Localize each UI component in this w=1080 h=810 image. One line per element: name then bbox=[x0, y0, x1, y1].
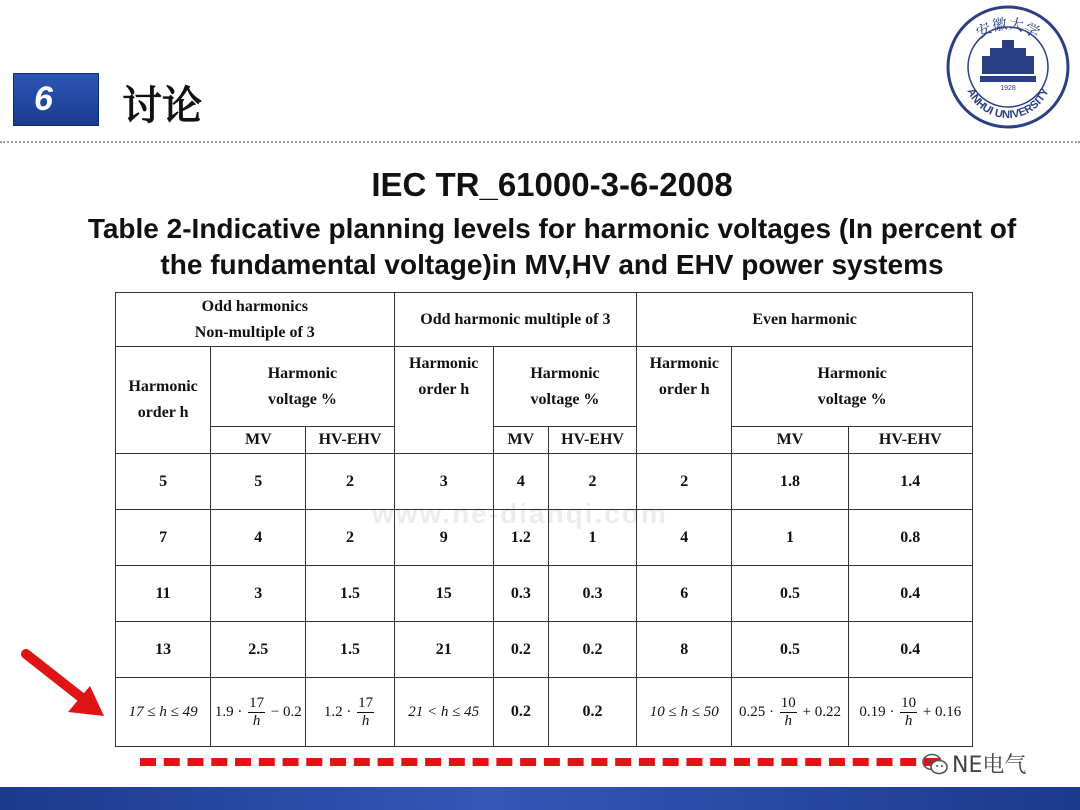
table-row bbox=[116, 566, 973, 622]
table-cell: 0.3 bbox=[493, 566, 548, 622]
table-cell: 2 bbox=[306, 510, 394, 566]
section-number: 6 bbox=[34, 80, 53, 118]
table-cell: 7 bbox=[116, 510, 211, 566]
fraction-numerator: 10 bbox=[901, 694, 917, 711]
wechat-source bbox=[922, 748, 1026, 779]
wechat-label: NE电气 bbox=[952, 753, 1027, 778]
table-cell: 9 bbox=[394, 510, 493, 566]
table-cell: 3 bbox=[211, 566, 306, 622]
table-cell: 2 bbox=[306, 454, 394, 510]
hv-ehv-column-header: HV-EHV bbox=[548, 427, 636, 454]
formula-fraction bbox=[248, 695, 265, 730]
logo-text: ANHUI UNIVERSITY bbox=[964, 86, 1052, 122]
table-cell: 3 bbox=[394, 454, 493, 510]
table-cell: 0.3 bbox=[548, 566, 636, 622]
harmonic-voltage-header: Harmonic voltage % bbox=[493, 347, 636, 427]
table-caption bbox=[40, 211, 1064, 283]
group-odd-header-line1: Odd harmonics bbox=[201, 297, 308, 315]
table-row bbox=[116, 510, 973, 566]
table-cell: 4 bbox=[211, 510, 306, 566]
red-arrow-icon bbox=[20, 646, 110, 718]
table-cell: 1.4 bbox=[848, 454, 972, 510]
table-cell: 0.2 bbox=[548, 622, 636, 678]
hv-ehv-column-header: HV-EHV bbox=[306, 427, 394, 454]
table-cell: 21 bbox=[394, 622, 493, 678]
even-hv-formula bbox=[848, 678, 972, 747]
odd-range-cell: 17 ≤ h ≤ 49 bbox=[116, 678, 211, 747]
odd-mv-formula bbox=[211, 678, 306, 747]
group-odd-nonmultiple-header bbox=[116, 293, 395, 347]
table-cell: 6 bbox=[637, 566, 732, 622]
table-cell: 0.4 bbox=[848, 566, 972, 622]
fraction-numerator: 10 bbox=[780, 694, 796, 711]
even-mv-formula bbox=[732, 678, 848, 747]
table-cell: 11 bbox=[116, 566, 211, 622]
formula-fraction bbox=[900, 695, 917, 730]
table-cell: 13 bbox=[116, 622, 211, 678]
document-title: IEC TR_61000-3-6-2008 bbox=[371, 166, 733, 203]
harmonic-planning-table bbox=[115, 292, 973, 747]
table-cell: 0.4 bbox=[848, 622, 972, 678]
table-cell: 2 bbox=[548, 454, 636, 510]
table-cell: 1.5 bbox=[306, 566, 394, 622]
formula-coef: 0.25 · bbox=[739, 703, 774, 720]
formula-fraction bbox=[357, 695, 374, 730]
mv-column-header: MV bbox=[211, 427, 306, 454]
section-number-badge bbox=[13, 73, 99, 126]
watermark: www.ne-dianqi.com bbox=[372, 498, 668, 529]
multiple-mv-value: 0.2 bbox=[493, 678, 548, 747]
fraction-denominator: h bbox=[361, 712, 370, 729]
fraction-numerator: 17 bbox=[358, 694, 374, 711]
header-divider bbox=[0, 141, 1080, 143]
fraction-denominator: h bbox=[904, 712, 913, 729]
logo-year: 1928 bbox=[1000, 85, 1016, 92]
multiple-range-cell: 21 < h ≤ 45 bbox=[394, 678, 493, 747]
footer-bar bbox=[0, 787, 1080, 810]
harmonic-order-header: Harmonic order h bbox=[637, 347, 732, 454]
even-range-cell: 10 ≤ h ≤ 50 bbox=[637, 678, 732, 747]
table-cell: 5 bbox=[116, 454, 211, 510]
table-caption-line1: Table 2-Indicative planning levels for harmonic voltages (In percent of bbox=[87, 213, 1017, 244]
section-title: 讨论 bbox=[122, 83, 202, 129]
mv-column-header: MV bbox=[493, 427, 548, 454]
harmonic-voltage-header: Harmonic voltage % bbox=[732, 347, 973, 427]
formula-row bbox=[116, 678, 973, 747]
table-cell: 1 bbox=[732, 510, 848, 566]
fraction-denominator: h bbox=[784, 712, 792, 729]
table-row bbox=[116, 622, 973, 678]
odd-hv-formula bbox=[306, 678, 394, 747]
table-cell: 5 bbox=[211, 454, 306, 510]
wechat-icon bbox=[922, 753, 948, 775]
table-cell: 4 bbox=[637, 510, 732, 566]
mv-column-header: MV bbox=[732, 427, 848, 454]
fraction-numerator: 17 bbox=[249, 694, 265, 711]
hv-ehv-column-header: HV-EHV bbox=[848, 427, 972, 454]
table-cell: 0.2 bbox=[493, 622, 548, 678]
harmonic-voltage-header: Harmonic voltage % bbox=[211, 347, 394, 427]
highlight-dashed-line bbox=[140, 758, 940, 766]
formula-coef: 1.9 · bbox=[214, 703, 243, 720]
group-even-header: Even harmonic bbox=[637, 293, 973, 347]
table-cell: 2.5 bbox=[211, 622, 306, 678]
table-cell: 8 bbox=[637, 622, 732, 678]
formula-coef: 1.2 · bbox=[323, 703, 352, 720]
table-cell: 0.5 bbox=[732, 566, 848, 622]
table-cell: 15 bbox=[394, 566, 493, 622]
group-odd-header-line2: Non-multiple of 3 bbox=[194, 323, 315, 341]
formula-tail: + 0.16 bbox=[922, 703, 962, 720]
table-cell: 1 bbox=[548, 510, 636, 566]
group-odd-multiple-header: Odd harmonic multiple of 3 bbox=[394, 293, 637, 347]
table-cell: 4 bbox=[493, 454, 548, 510]
university-logo bbox=[944, 4, 1072, 130]
fraction-denominator: h bbox=[252, 712, 261, 729]
formula-coef: 0.19 · bbox=[859, 703, 895, 720]
formula-tail: + 0.22 bbox=[802, 703, 841, 720]
logo-chinese-text: 安徽大学 bbox=[973, 14, 1043, 42]
table-row bbox=[116, 454, 973, 510]
harmonic-order-header: Harmonic order h bbox=[394, 347, 493, 454]
table-cell: 0.5 bbox=[732, 622, 848, 678]
table-cell: 2 bbox=[637, 454, 732, 510]
multiple-hv-value: 0.2 bbox=[548, 678, 636, 747]
harmonic-order-header: Harmonic order h bbox=[116, 347, 211, 454]
table-caption-line2: the fundamental voltage)in MV,HV and EHV power systems bbox=[160, 249, 944, 280]
formula-fraction bbox=[780, 695, 797, 730]
formula-tail: − 0.2 bbox=[270, 703, 302, 720]
table-cell: 0.8 bbox=[848, 510, 972, 566]
table-cell: 1.8 bbox=[732, 454, 848, 510]
table-cell: 1.5 bbox=[306, 622, 394, 678]
table-cell: 1.2 bbox=[493, 510, 548, 566]
